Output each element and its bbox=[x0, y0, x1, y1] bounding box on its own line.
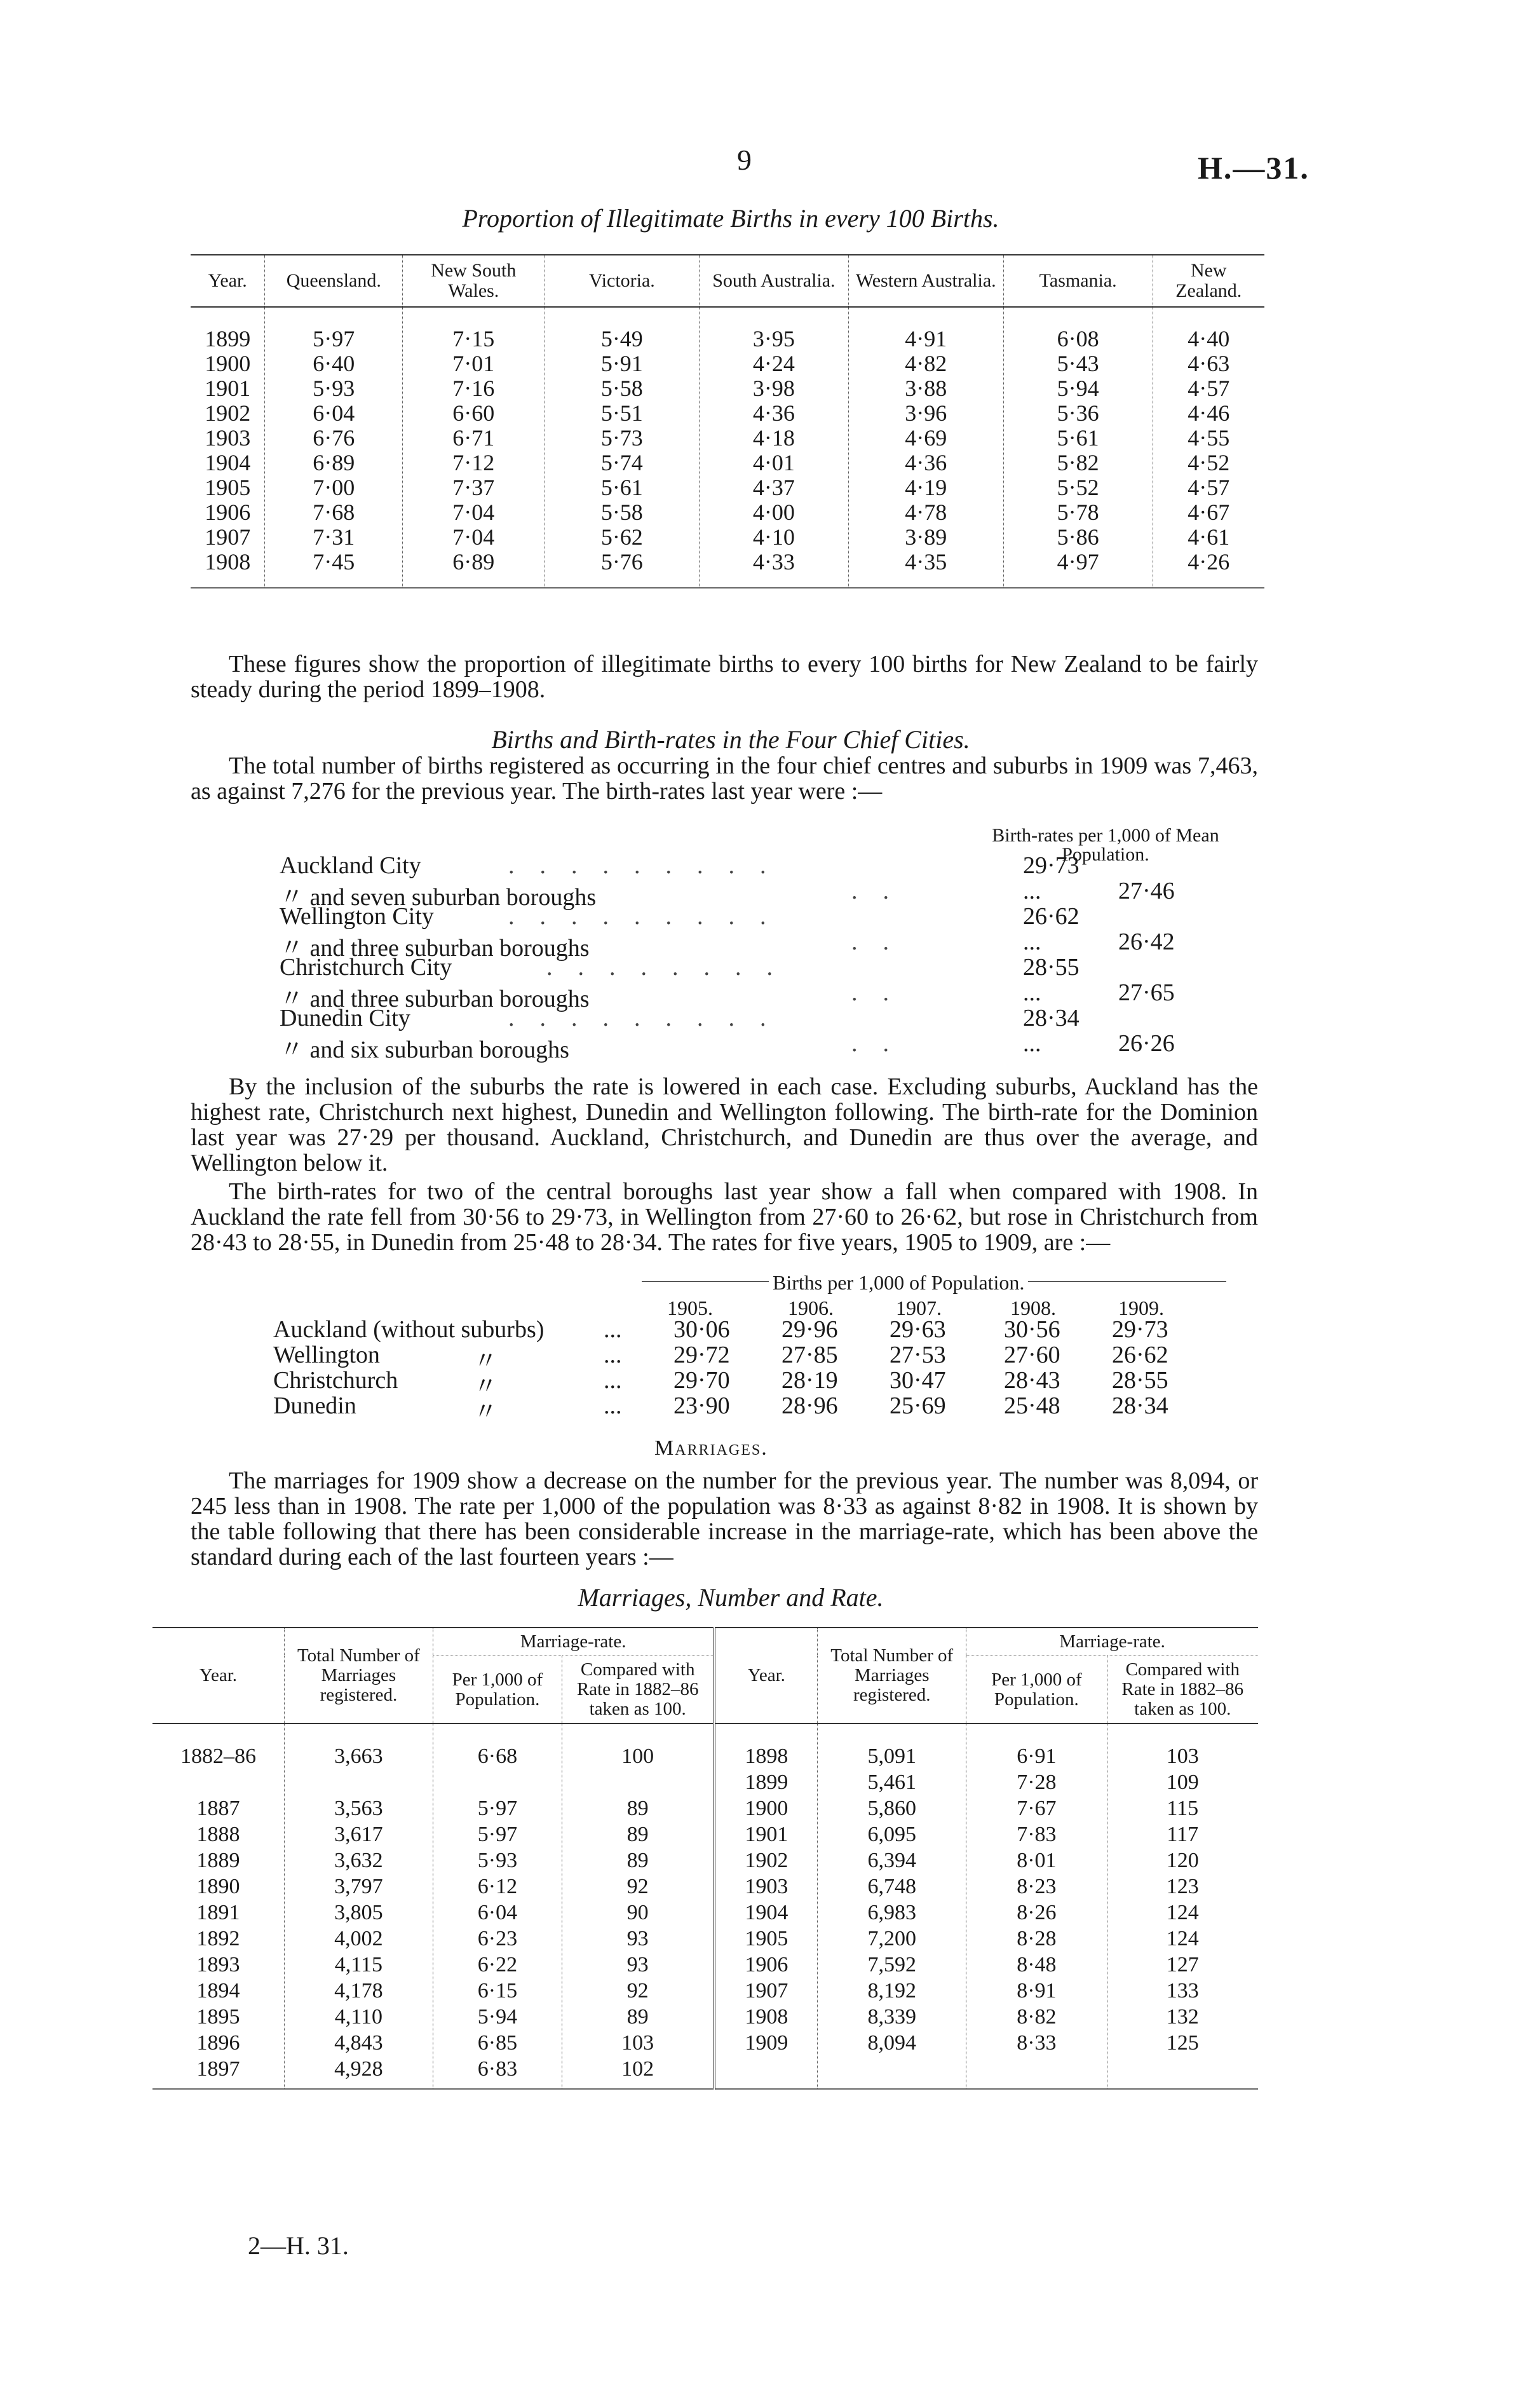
table-cell-value: 7·67 bbox=[1017, 1797, 1057, 1820]
col-header-compared: Compared with Rate in 1882–86 taken as 100. bbox=[1107, 1656, 1258, 1724]
rate-row: Wellington City ......... 26·62 bbox=[280, 903, 1079, 930]
table-cell-value: 6,394 bbox=[867, 1849, 916, 1872]
marriages-table bbox=[152, 1627, 1258, 2090]
table-cell-value: 7,592 bbox=[867, 1953, 916, 1976]
table-cell-value: 1901 bbox=[745, 1823, 788, 1846]
tasmania-cell bbox=[1003, 307, 1153, 588]
table-cell-value: 89 bbox=[626, 1823, 649, 1846]
table-cell-value: 3,805 bbox=[334, 1901, 383, 1924]
table-cell-value: 5·62 bbox=[600, 524, 643, 550]
table-cell-value: 4·91 bbox=[905, 326, 947, 351]
col-header-total: Total Number of Marriages registered. bbox=[284, 1628, 433, 1724]
table-cell-value: 8,192 bbox=[867, 1979, 916, 2003]
marriages-paragraph: The marriages for 1909 show a decrease on the number for the previous year. The number was 8,094, or 245 less than in 1908. The rate per 1,000 of the population was 8·33 as against 8·82 in 1908. It is shown by the table following that there has been considerable increase in the marriage-rate, which has been above the standard during each of the last fourteen years :— bbox=[191, 1467, 1258, 1570]
marriages-table-caption: Marriages, Number and Rate. bbox=[578, 1583, 884, 1612]
col-header: Tasmania. bbox=[1003, 255, 1153, 307]
table-cell-value: 1908 bbox=[745, 2005, 788, 2029]
col-header-per-1000: Per 1,000 of Population. bbox=[433, 1656, 562, 1724]
illegitimate-births-table bbox=[191, 254, 1264, 588]
table-cell-value: 3,617 bbox=[334, 1823, 383, 1846]
table-cell-value: 5·78 bbox=[1057, 500, 1099, 525]
table-cell-value: 8·23 bbox=[1017, 1875, 1057, 1898]
right-total-cell bbox=[818, 1724, 966, 2089]
table-cell-value: 6·23 bbox=[477, 1927, 518, 1950]
table-cell-value: 1900 bbox=[205, 351, 251, 376]
table-cell-value: 4·67 bbox=[1188, 500, 1230, 525]
table-cell-value: 4,002 bbox=[334, 1927, 383, 1950]
table-cell-value: 7·15 bbox=[452, 326, 495, 351]
table-cell-value: 8·91 bbox=[1017, 1979, 1057, 2003]
table-cell-value: 4·46 bbox=[1188, 400, 1230, 426]
table-cell-value: 7·04 bbox=[452, 524, 495, 550]
rate-row: Dunedin City ......... 28·34 bbox=[280, 1005, 1079, 1031]
table-cell-value: 3·98 bbox=[752, 376, 795, 401]
col-header: Victoria. bbox=[545, 255, 700, 307]
right-per1000-cell bbox=[966, 1724, 1107, 2089]
col-header: Western Australia. bbox=[848, 255, 1003, 307]
table-cell-value: 7,200 bbox=[867, 1927, 916, 1950]
table-cell-value: 6·12 bbox=[477, 1875, 518, 1898]
table-cell-value: 4·33 bbox=[752, 549, 795, 575]
table-cell-value: 4·57 bbox=[1188, 376, 1230, 401]
right-compared-cell bbox=[1107, 1724, 1258, 2089]
table-cell-value: 1902 bbox=[745, 1849, 788, 1872]
table-cell-value: 8·48 bbox=[1017, 1953, 1057, 1976]
page-number: 9 bbox=[737, 144, 752, 176]
col-header: Year. bbox=[208, 270, 247, 291]
table-cell-value: 4·78 bbox=[905, 500, 947, 525]
col-header-compared: Compared with Rate in 1882–86 taken as 100. bbox=[562, 1656, 714, 1724]
rate-row: 〃 and three suburban boroughs .. ... 26·42 bbox=[280, 929, 1175, 962]
table-cell-value: 1888 bbox=[196, 1823, 240, 1846]
table-cell-value: 1899 bbox=[205, 326, 251, 351]
table-cell-value: 90 bbox=[626, 1901, 649, 1924]
table-cell-value: 5·93 bbox=[477, 1849, 518, 1872]
table-cell-value: 8,094 bbox=[867, 2031, 916, 2055]
table-cell-value: 8·01 bbox=[1017, 1849, 1057, 1872]
table-cell-value: 4·97 bbox=[1057, 549, 1099, 575]
table-cell-value: 1893 bbox=[196, 1953, 240, 1976]
left-total-cell bbox=[284, 1724, 433, 2089]
table-cell-value: 7·37 bbox=[452, 475, 495, 500]
table-cell-value: 7·31 bbox=[313, 524, 355, 550]
table-cell-value: 5·51 bbox=[600, 400, 643, 426]
table-cell-value: 5,091 bbox=[867, 1745, 916, 1768]
table-cell-value: 7·16 bbox=[452, 376, 495, 401]
col-header-year: Year. bbox=[199, 1665, 238, 1685]
table-cell-value: 4,110 bbox=[334, 2005, 383, 2029]
table-cell-value: 4·19 bbox=[905, 475, 947, 500]
western-australia-cell bbox=[848, 307, 1003, 588]
births-heading: Births and Birth-rates in the Four Chief Cities. bbox=[491, 725, 970, 754]
table-cell-value: 1889 bbox=[196, 1849, 240, 1872]
table-cell-value: 4·00 bbox=[752, 500, 795, 525]
table-cell-value: 4·36 bbox=[905, 450, 947, 475]
table-cell-value: 3·96 bbox=[905, 400, 947, 426]
table-cell-value: 4,843 bbox=[334, 2031, 383, 2055]
table-cell-value: 5·91 bbox=[600, 351, 643, 376]
table-cell-value: 102 bbox=[621, 2057, 654, 2081]
five-year-row: Christchurch 〃 ... 29·70 28·19 30·47 28·43 28·55 bbox=[273, 1367, 1168, 1400]
table-cell-value: 5,461 bbox=[867, 1771, 916, 1794]
table-cell-value: 7·01 bbox=[452, 351, 495, 376]
year-cell bbox=[191, 307, 265, 588]
table-cell-value: 3·95 bbox=[752, 326, 795, 351]
table-cell-value: 6·04 bbox=[313, 400, 355, 426]
table-cell-value: 1892 bbox=[196, 1927, 240, 1950]
table-cell-value: 6·40 bbox=[313, 351, 355, 376]
table-cell-value: 117 bbox=[1167, 1823, 1199, 1846]
table-cell-value bbox=[436, 1769, 559, 1795]
table-cell-value: 5·58 bbox=[600, 500, 643, 525]
table-cell-value: 5·82 bbox=[1057, 450, 1099, 475]
table-cell-value: 6·76 bbox=[313, 425, 355, 451]
table-cell-value: 6·89 bbox=[313, 450, 355, 475]
table-cell-value: 4·52 bbox=[1188, 450, 1230, 475]
table-cell-value: 8·82 bbox=[1017, 2005, 1057, 2029]
table-cell-value: 6·60 bbox=[452, 400, 495, 426]
table-cell-value: 1906 bbox=[205, 500, 251, 525]
table-cell-value: 1895 bbox=[196, 2005, 240, 2029]
five-year-row: Dunedin 〃 ... 23·90 28·96 25·69 25·48 28·34 bbox=[273, 1392, 1168, 1425]
table-cell-value: 89 bbox=[626, 1849, 649, 1872]
col-header: Queensland. bbox=[265, 255, 403, 307]
table-cell-value: 5·73 bbox=[600, 425, 643, 451]
table-cell-value: 124 bbox=[1166, 1927, 1199, 1950]
table-cell-value: 3·88 bbox=[905, 376, 947, 401]
table-cell-value: 5·93 bbox=[313, 376, 355, 401]
table-cell-value: 5·58 bbox=[600, 376, 643, 401]
table-cell-value: 1896 bbox=[196, 2031, 240, 2055]
rate-row: Auckland City ......... 29·73 bbox=[280, 852, 1079, 879]
five-year-row: Wellington 〃 ... 29·72 27·85 27·53 27·60 26·62 bbox=[273, 1342, 1168, 1375]
table-cell-value: 7·00 bbox=[313, 475, 355, 500]
left-compared-cell bbox=[562, 1724, 714, 2089]
table-cell-value: 103 bbox=[1166, 1745, 1199, 1768]
table-cell-value: 7·45 bbox=[313, 549, 355, 575]
table-cell-value: 133 bbox=[1166, 1979, 1199, 2003]
table-cell-value: 89 bbox=[626, 2005, 649, 2029]
col-header-per-1000: Per 1,000 of Population. bbox=[966, 1656, 1107, 1724]
table-cell-value: 5·36 bbox=[1057, 400, 1099, 426]
table-cell-value: 5,860 bbox=[867, 1797, 916, 1820]
table-cell-value: 4·40 bbox=[1188, 326, 1230, 351]
table-cell-value: 7·83 bbox=[1017, 1823, 1057, 1846]
table-cell-value: 1898 bbox=[745, 1745, 788, 1768]
col-header-year: Year. bbox=[714, 1628, 817, 1724]
table-cell-value: 3,563 bbox=[334, 1797, 383, 1820]
table-cell-value: 93 bbox=[626, 1953, 649, 1976]
table-cell-value: 5·43 bbox=[1057, 351, 1099, 376]
table-cell-value: 6·71 bbox=[452, 425, 495, 451]
table-cell-value: 92 bbox=[626, 1875, 649, 1898]
five-year-table bbox=[273, 1316, 1226, 1425]
left-per1000-cell bbox=[433, 1724, 562, 2089]
table-cell-value: 4·18 bbox=[752, 425, 795, 451]
table-cell-value: 6·89 bbox=[452, 549, 495, 575]
table-cell-value: 8·33 bbox=[1017, 2031, 1057, 2055]
table-cell-value: 3,797 bbox=[334, 1875, 383, 1898]
table-cell-value bbox=[287, 1769, 430, 1795]
table-cell-value: 8·28 bbox=[1017, 1927, 1057, 1950]
table-cell-value: 4·69 bbox=[905, 425, 947, 451]
table-cell-value: 123 bbox=[1166, 1875, 1199, 1898]
five-year-row: Auckland (without suburbs) ... 30·06 29·96 29·63 30·56 29·73 bbox=[273, 1316, 1168, 1343]
table-cell-value: 6·15 bbox=[477, 1979, 518, 2003]
table-cell-value: 1902 bbox=[205, 400, 251, 426]
table-cell-value: 3,632 bbox=[334, 1849, 383, 1872]
footer-reference: 2—H. 31. bbox=[248, 2231, 349, 2260]
birth-rates-list bbox=[280, 852, 1233, 1063]
table-cell-value: 6·68 bbox=[477, 1745, 518, 1768]
table-cell-value: 4·36 bbox=[752, 400, 795, 426]
table-cell-value: 4·24 bbox=[752, 351, 795, 376]
table-cell-value: 115 bbox=[1167, 1797, 1199, 1820]
table-cell-value: 1891 bbox=[196, 1901, 240, 1924]
table-cell-value: 4·10 bbox=[752, 524, 795, 550]
table-cell-value: 3,663 bbox=[334, 1745, 383, 1768]
table-cell-value: 6·08 bbox=[1057, 326, 1099, 351]
table-cell-value: 1906 bbox=[745, 1953, 788, 1976]
table-cell-value: 1907 bbox=[205, 524, 251, 550]
paragraph-illegitimate-summary: These figures show the proportion of illegitimate births to every 100 births for New Zealand to be fairly steady during the period 1899–1908. bbox=[191, 651, 1258, 703]
table-cell-value: 4·63 bbox=[1188, 351, 1230, 376]
col-header-total: Total Number of Marriages registered. bbox=[818, 1628, 966, 1724]
table-cell-value: 1901 bbox=[205, 376, 251, 401]
table-cell-value: 127 bbox=[1166, 1953, 1199, 1976]
table-cell-value: 1894 bbox=[196, 1979, 240, 2003]
table-cell-value: 4,115 bbox=[334, 1953, 383, 1976]
table-cell-value: 120 bbox=[1166, 1849, 1199, 1872]
table-cell-value: 4,178 bbox=[334, 1979, 383, 2003]
rate-row: Christchurch City ........ 28·55 bbox=[280, 954, 1079, 981]
table-cell-value: 5·61 bbox=[600, 475, 643, 500]
table-cell-value: 8·26 bbox=[1017, 1901, 1057, 1924]
table-cell-value: 4·61 bbox=[1188, 524, 1230, 550]
table-cell-value: 124 bbox=[1166, 1901, 1199, 1924]
paragraph-central-boroughs: The birth-rates for two of the central boroughs last year show a fall when compared with 1908. In Auckland the rate fell from 30·56 to 29·73, in Wellington from 27·60 to 26·62, but rose in Christchurch from 28·43 to 28·55, in Dunedin from 25·48 to 28·34. The rates for five years, 1905 to 1909, are :— bbox=[191, 1178, 1258, 1256]
left-year-cell bbox=[152, 1724, 284, 2089]
table-cell-value: 4·57 bbox=[1188, 475, 1230, 500]
table-cell-value: 5·94 bbox=[1057, 376, 1099, 401]
table-cell-value: 1908 bbox=[205, 549, 251, 575]
table-cell-value: 8,339 bbox=[867, 2005, 916, 2029]
table-cell-value: 1905 bbox=[205, 475, 251, 500]
table-cell-value: 4·35 bbox=[905, 549, 947, 575]
table-cell-value: 1903 bbox=[745, 1875, 788, 1898]
rate-row: 〃 and three suburban boroughs .. ... 27·65 bbox=[280, 979, 1175, 1012]
col-header: South Australia. bbox=[700, 255, 849, 307]
table-cell-value: 5·97 bbox=[477, 1797, 518, 1820]
table-cell-value: 4·26 bbox=[1188, 549, 1230, 575]
table-cell-value: 6·04 bbox=[477, 1901, 518, 1924]
table-cell-value: 5·49 bbox=[600, 326, 643, 351]
table-cell-value: 5·97 bbox=[313, 326, 355, 351]
table-cell-value: 6,095 bbox=[867, 1823, 916, 1846]
table-cell-value: 5·52 bbox=[1057, 475, 1099, 500]
table-cell-value: 6·91 bbox=[1017, 1745, 1057, 1768]
table-cell-value: 6·22 bbox=[477, 1953, 518, 1976]
right-year-cell bbox=[714, 1724, 817, 2089]
five-year-header: Births per 1,000 of Population. 1905. 1906. 1907. 1908. 1909. bbox=[642, 1271, 1226, 1272]
table-cell-value bbox=[155, 1769, 281, 1795]
table-cell-value: 5·76 bbox=[600, 549, 643, 575]
table-cell-value: 1903 bbox=[205, 425, 251, 451]
table-cell-value: 6,983 bbox=[867, 1901, 916, 1924]
table-cell-value: 109 bbox=[1166, 1771, 1199, 1794]
table-cell-value: 100 bbox=[621, 1745, 654, 1768]
rate-row: 〃 and seven suburban boroughs .. ... 27·46 bbox=[280, 878, 1175, 911]
table-cell-value: 4·55 bbox=[1188, 425, 1230, 451]
table-cell-value: 1890 bbox=[196, 1875, 240, 1898]
table-cell-value: 7·68 bbox=[313, 500, 355, 525]
rate-row: 〃 and six suburban boroughs .. ... 26·26 bbox=[280, 1030, 1175, 1063]
table-cell-value: 6·83 bbox=[477, 2057, 518, 2081]
table-cell-value: 1904 bbox=[745, 1901, 788, 1924]
table-cell-value: 89 bbox=[626, 1797, 649, 1820]
table-cell-value: 93 bbox=[626, 1927, 649, 1950]
table-cell-value: 103 bbox=[621, 2031, 654, 2055]
table-cell-value: 4,928 bbox=[334, 2057, 383, 2081]
report-reference: H.—31. bbox=[1198, 150, 1310, 186]
col-header-marriage-rate: Marriage-rate. bbox=[966, 1628, 1258, 1656]
birth-rates-header: Birth-rates per 1,000 of Mean Population. bbox=[992, 825, 1219, 865]
table-cell-value: 4·01 bbox=[752, 450, 795, 475]
table-cell-value: 5·86 bbox=[1057, 524, 1099, 550]
col-header-marriage-rate: Marriage-rate. bbox=[433, 1628, 714, 1656]
table-cell-value: 5·61 bbox=[1057, 425, 1099, 451]
paragraph-suburbs: By the inclusion of the suburbs the rate is lowered in each case. Excluding suburbs, Auckland has the highest rate, Christchurch next highest, Dunedin and Wellington following. The birth-rate for the Dominion last year was 27·29 per thousand. Auckland, Christchurch, and Dunedin are thus over the average, and Wellington below it. bbox=[191, 1073, 1258, 1176]
table-cell-value bbox=[565, 1769, 710, 1795]
table-cell-value: 7·12 bbox=[452, 450, 495, 475]
table-cell-value: 5·94 bbox=[477, 2005, 518, 2029]
table-cell-value: 5·74 bbox=[600, 450, 643, 475]
table-cell-value: 125 bbox=[1166, 2031, 1199, 2055]
table-cell-value: 4·82 bbox=[905, 351, 947, 376]
table-cell-value: 1899 bbox=[745, 1771, 788, 1794]
table-cell-value: 132 bbox=[1166, 2005, 1199, 2029]
table-cell-value: 1897 bbox=[196, 2057, 240, 2081]
table-cell-value: 4·37 bbox=[752, 475, 795, 500]
table-cell-value: 7·04 bbox=[452, 500, 495, 525]
col-header: New South Wales. bbox=[403, 255, 545, 307]
table-cell-value: 1904 bbox=[205, 450, 251, 475]
marriages-heading: Marriages. bbox=[654, 1436, 768, 1460]
table-cell-value: 7·28 bbox=[1017, 1771, 1057, 1794]
queensland-cell bbox=[265, 307, 403, 588]
table-cell-value: 92 bbox=[626, 1979, 649, 2003]
births-intro: The total number of births registered as occurring in the four chief centres and suburbs in 1909 was 7,463, as against 7,276 for the previous year. The birth-rates last year were :— bbox=[191, 752, 1258, 805]
table-cell-value: 1907 bbox=[745, 1979, 788, 2003]
table-cell-value: 6,748 bbox=[867, 1875, 916, 1898]
table-cell-value: 1900 bbox=[745, 1797, 788, 1820]
table-cell-value: 1887 bbox=[196, 1797, 240, 1820]
table-cell-value: 6·85 bbox=[477, 2031, 518, 2055]
victoria-cell bbox=[545, 307, 700, 588]
table-cell-value: 1909 bbox=[745, 2031, 788, 2055]
nsw-cell bbox=[403, 307, 545, 588]
table1-caption: Proportion of Illegitimate Births in every 100 Births. bbox=[462, 204, 999, 233]
south-australia-cell bbox=[700, 307, 849, 588]
table-cell-value: 5·97 bbox=[477, 1823, 518, 1846]
col-header: New Zealand. bbox=[1153, 255, 1264, 307]
table-cell-value: 1905 bbox=[745, 1927, 788, 1950]
table-cell-value: 3·89 bbox=[905, 524, 947, 550]
new-zealand-cell bbox=[1153, 307, 1264, 588]
table-cell-value: 1882–86 bbox=[180, 1745, 256, 1768]
